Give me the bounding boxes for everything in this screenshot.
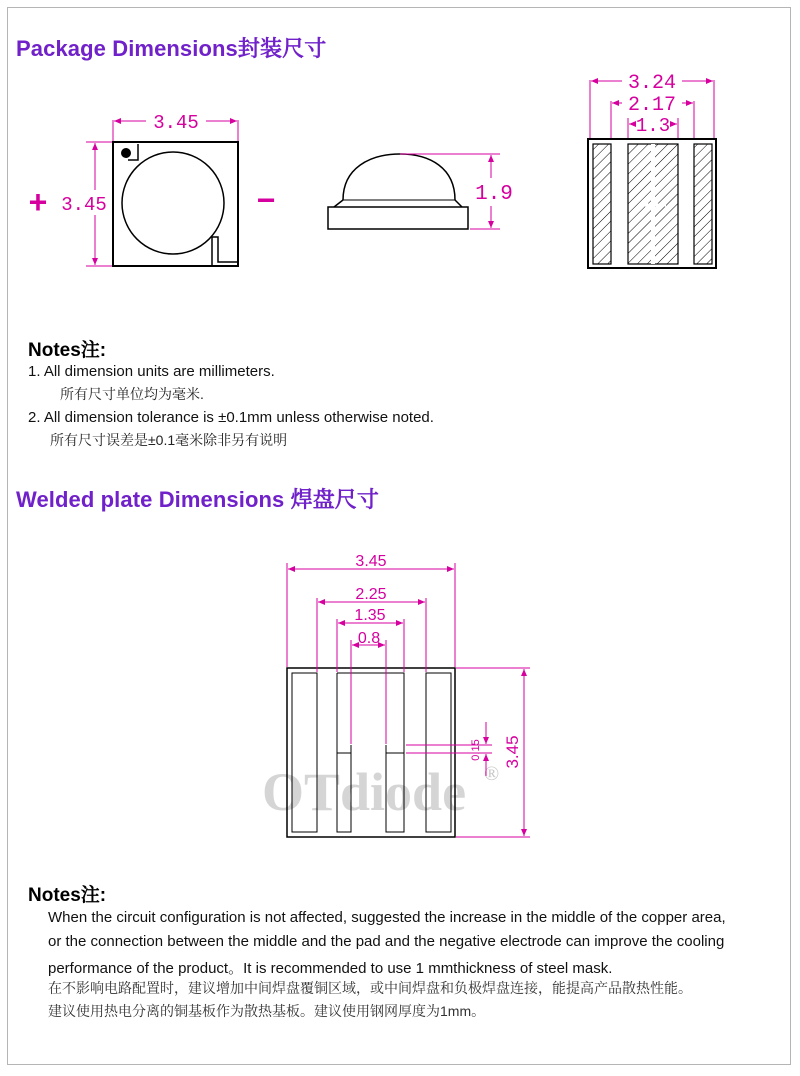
notes-title: Notes注:: [28, 340, 107, 361]
top-width-label: 3.45: [153, 112, 199, 134]
pad-dim-c-label: 0.8: [357, 630, 381, 647]
bottom-outer-label: 3.24: [627, 72, 677, 95]
bottom-middle-label: 2.17: [627, 94, 677, 117]
bottom-inner-label: 1.3: [635, 115, 671, 137]
notes2-title: Notes注:: [28, 885, 107, 906]
cathode-minus-icon: −: [256, 182, 276, 218]
pad-dim-b-label: 1.35: [354, 607, 386, 624]
package-dimensions-heading: Package Dimensions封装尺寸: [16, 36, 327, 61]
side-height-label: 1.9: [475, 183, 513, 206]
welded-plate-heading: Welded plate Dimensions 焊盘尺寸: [16, 487, 380, 512]
notes2-cn-line-2: 建议使用热电分离的铜基板作为散热基板。建议使用钢网厚度为1mm。: [48, 1003, 486, 1019]
top-height-label: 3.45: [61, 194, 107, 216]
note-1-cn: 所有尺寸单位均为毫米.: [60, 386, 204, 402]
note-2-en: 2. All dimension tolerance is ±0.1mm unless otherwise noted.: [28, 409, 434, 426]
anode-plus-icon: +: [28, 184, 48, 220]
notes2-en-line-2: or the connection between the middle and the pad and the negative electrode can improve the cooling: [48, 933, 725, 950]
pad-outer-label: 3.45: [355, 553, 387, 570]
pad-height-label: 3.45: [503, 735, 522, 769]
note-1-en: 1. All dimension units are millimeters.: [28, 363, 275, 380]
note-2-cn: 所有尺寸误差是±0.1毫米除非另有说明: [50, 432, 288, 448]
notes2-en-line-1: When the circuit configuration is not affected, suggested the increase in the middle of the copper area,: [48, 909, 726, 926]
registered-mark: ®: [484, 763, 500, 785]
pad-dim-a-label: 2.25: [355, 586, 387, 603]
pad-gap-label: 0.15: [470, 739, 482, 761]
watermark-logo: OTdiode: [262, 762, 467, 822]
notes2-en-line-3: performance of the product。It is recommended to use 1 mmthickness of steel mask.: [48, 960, 613, 977]
notes2-cn-line-1: 在不影响电路配置时，建议增加中间焊盘覆铜区域，或中间焊盘和负极焊盘连接，能提高产品散热性能。: [48, 980, 692, 996]
